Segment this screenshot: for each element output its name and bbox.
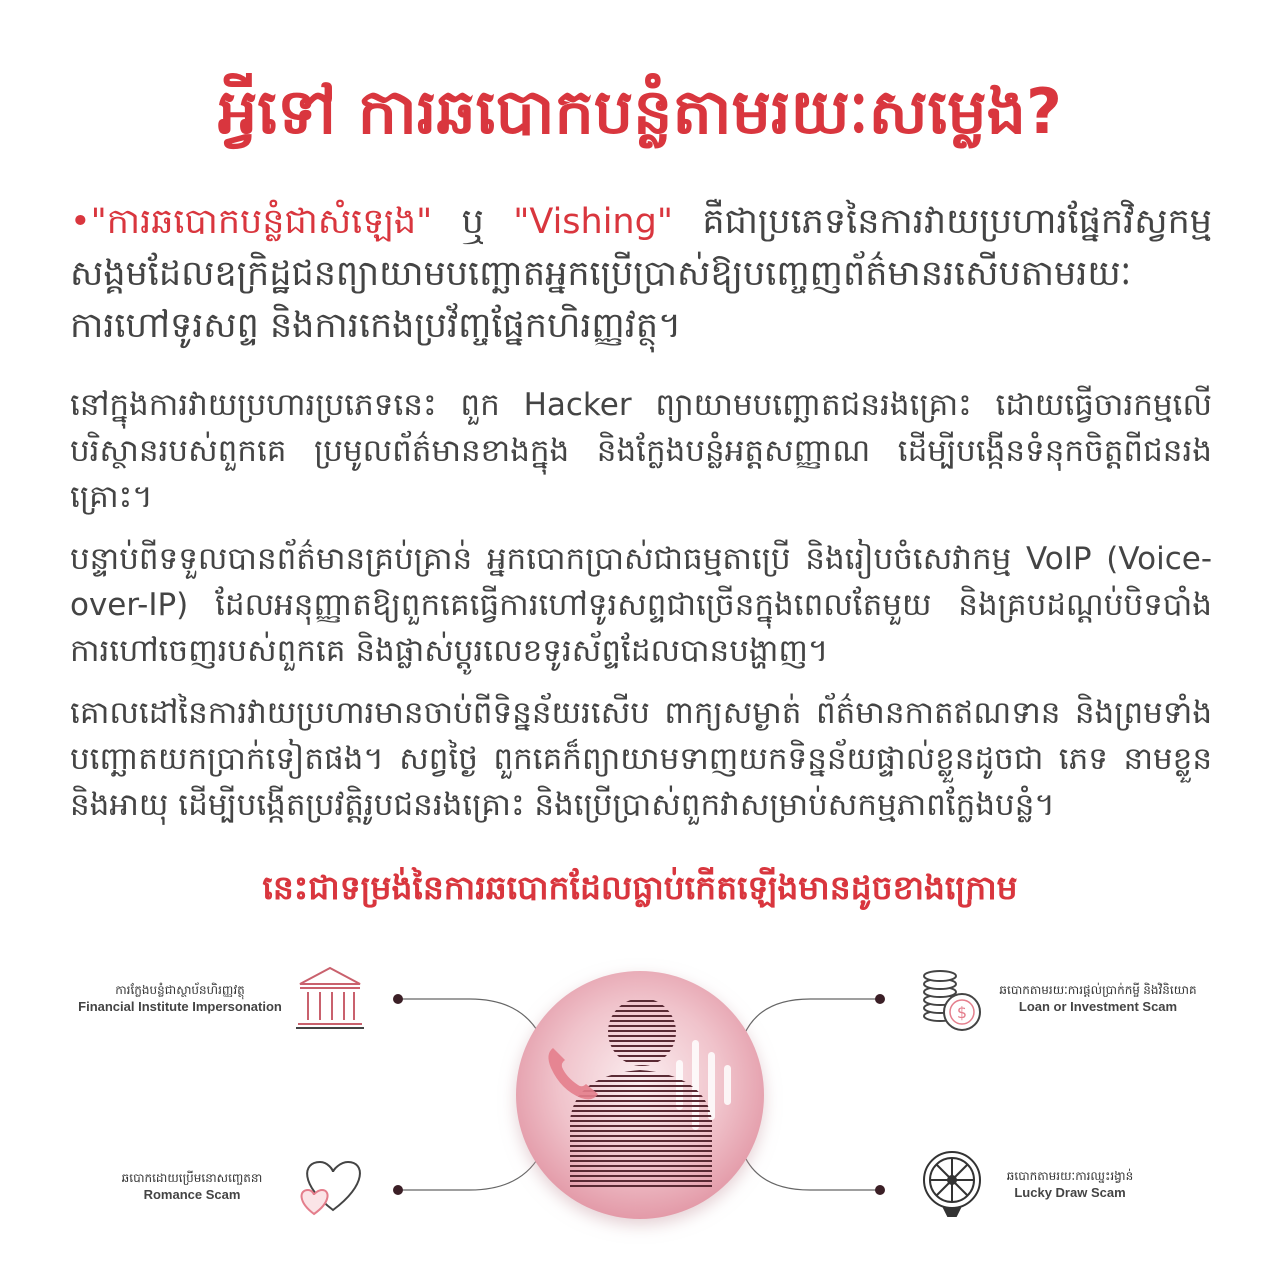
paragraph-voip: បន្ទាប់ពីទទួលបានព័ត៌មានគ្រប់គ្រាន់ អ្នកបោកប្រាស់ជាធម្មតាប្រើ និងរៀបចំសេវាកម្ម VoIP (Voice-over-IP) ដែលអនុញ្ញាតឱ្យពួកគេធ្វើការហៅទូរសព្ទជាច្រើនក្នុងពេលតែមួយ និងគ្របដណ្តប់បិទបាំងការហៅចេញរបស់ពួកគេ និងផ្លាស់ប្តូរលេខទូរស័ព្ទដែលបានបង្ហាញ។	[70, 541, 1212, 669]
scam-types-diagram	[0, 940, 1280, 1280]
caption-romance	[92, 1170, 292, 1204]
intro-rest: គឺជាប្រភេទនៃការវាយប្រហារផ្នែកវិស្វកម្មសង្គមដែលឧក្រិដ្ឋជនព្យាយាមបញ្ឆោតអ្នកប្រើប្រាស់ឱ្យបញ្ចេញព័ត៌មានរសើបតាមរយៈការហៅទូរសព្ទ និងការកេងប្រវ័ញ្ចផ្នែកហិរញ្ញវត្ថុ។	[70, 202, 1212, 346]
paragraph-targets: គោលដៅនៃការវាយប្រហារមានចាប់ពីទិន្នន័យរសើប ពាក្យសម្ងាត់ ព័ត៌មានកាតឥណទាន និងព្រមទាំងបញ្ឆោតយកប្រាក់ទៀតផង។ សព្វថ្ងៃ ពួកគេក៏ព្យាយាមទាញយកទិន្នន័យផ្ទាល់ខ្លួនដូចជា ភេទ នាមខ្លួន និងអាយុ ដើម្បីបង្កើតប្រវត្តិរូបជនរងគ្រោះ និងប្រើប្រាស់ពួកវាសម្រាប់សកម្មភាពក្លែងបន្លំ។	[70, 695, 1212, 823]
caption-lucky	[990, 1168, 1150, 1202]
bank-icon	[296, 968, 364, 1028]
term-khmer: "ការឆបោកបន្លំជាសំឡេង"	[90, 202, 433, 242]
dot-romance	[393, 1185, 403, 1195]
paragraph-hacker: នៅក្នុងការវាយប្រហារប្រភេទនេះ ពួក Hacker ព្យាយាមបញ្ឆោតជនរងគ្រោះ ដោយធ្វើចារកម្មលើបរិស្ថានរបស់ពួកគេ ប្រមូលព័ត៌មានខាងក្នុង និងក្លែងបន្លំអត្តសញ្ញាណ ដើម្បីបង្កើនទំនុកចិត្តពីជនរងគ្រោះ។	[70, 387, 1212, 515]
intro-paragraph	[70, 196, 1212, 352]
page-title: អ្វីទៅ ការឆបោកបន្លំតាមរយៈសម្លេង?	[218, 75, 1062, 148]
coins-icon	[924, 971, 980, 1030]
dot-lucky	[875, 1185, 885, 1195]
section-subtitle: នេះជាទម្រង់នៃការឆបោកដែលធ្លាប់កើតឡើងមានដូចខាងក្រោម	[262, 868, 1018, 907]
connector-romance	[398, 1155, 540, 1190]
caption-lucky-en: Lucky Draw Scam	[1014, 1185, 1126, 1200]
caption-lucky-km: ឆបោកតាមរយៈការឈ្នះរង្វាន់	[1006, 1169, 1134, 1183]
dot-financial	[393, 994, 403, 1004]
connector-financial	[398, 999, 540, 1035]
caption-financial-km: ការក្លែងបន្លំជាស្ថាប័នហិរញ្ញវត្ថុ	[115, 983, 245, 997]
caption-financial-en: Financial Institute Impersonation	[78, 999, 282, 1014]
caption-loan-en: Loan or Investment Scam	[1018, 999, 1178, 1014]
wheel-icon	[924, 1152, 980, 1216]
caption-romance-km: ឆបោកដោយប្រើមនោសញ្ចេតនា	[121, 1171, 263, 1185]
term-vishing: "Vishing"	[513, 202, 673, 242]
caption-financial	[60, 982, 300, 1016]
caption-loan-km: ឆបោកតាមរយៈការផ្តល់ប្រាក់កម្ចី និងវិនិយោគ	[999, 983, 1197, 997]
bullet: •	[70, 202, 91, 242]
dot-loan	[875, 994, 885, 1004]
svg-text:$: $	[956, 1003, 968, 1022]
caption-romance-en: Romance Scam	[143, 1187, 241, 1202]
or-word: ឬ	[432, 202, 514, 242]
caption-loan	[980, 982, 1216, 1016]
heart-icon	[302, 1162, 360, 1214]
connector-loan	[744, 999, 880, 1035]
connector-lucky	[744, 1155, 880, 1190]
